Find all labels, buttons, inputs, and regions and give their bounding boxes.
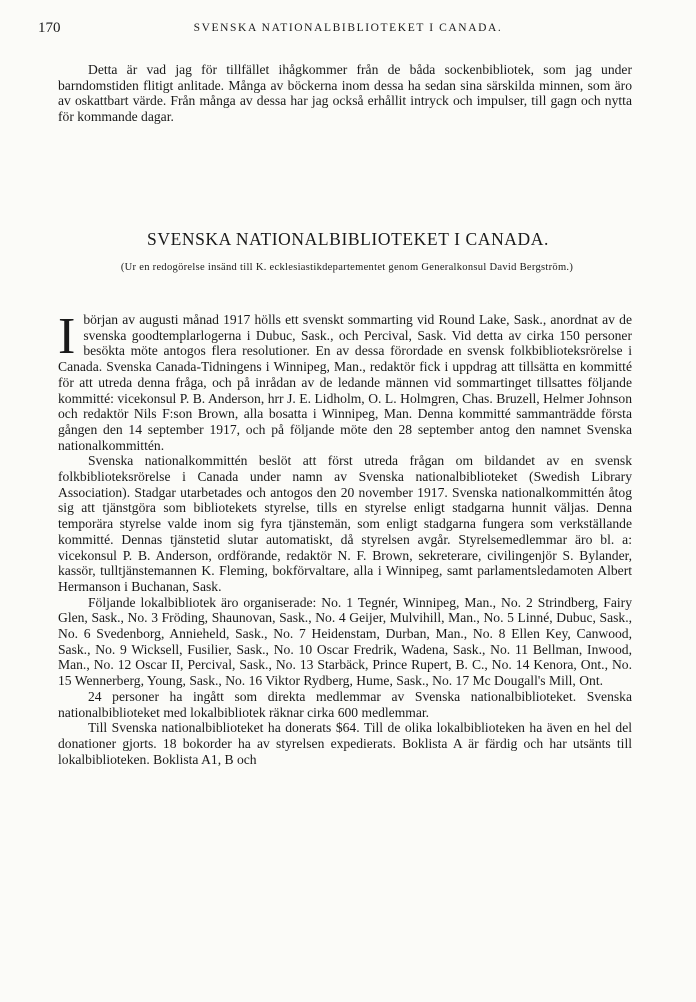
paragraph-medlemmar: 24 personer ha ingått som direkta medlemmar av Svenska nationalbiblioteket. Svenska nationalbiblioteket med lokalbibliotek räknar cirka 600 medlemmar. bbox=[58, 688, 632, 720]
paragraph-sommarting-text: början av augusti månad 1917 hölls ett svenskt sommarting vid Round Lake, Sask., anordnat av de svenska goodtemplarlogerna i Dubuc, Sask., och Percival, Sask. Vid detta av cirka 150 personer besökta möte antogos flera resolutioner. En av dessa förordade en svensk folkbiblioteksrörelse i Canada. Svenska Canada-Tidningens i Winnipeg, Man., redaktör fick i uppdrag att tillsätta en kommitté för att utreda denna fråga, och på inrådan av de ledande männen vid sommartinget tillsattes följande kommitté: vicekonsul P. B. Anderson, hrr J. E. Lidholm, O. L. Holmgren, Chas. Bruzell, Helmer Johnson och redaktör Nils F:son Brown, alla bosatta i Winnipeg, Man. Denna kommitté sammanträdde första gången den 14 september 1917, och på följande möte den 28 september antog den namnet Svenska nationalkommittén. bbox=[58, 312, 632, 453]
article-subtitle: (Ur en redogörelse insänd till K. ecklesiastikdepartementet genom Generalkonsul David Bergström.) bbox=[120, 262, 574, 273]
page-number: 170 bbox=[38, 20, 61, 36]
paragraph-nationalkommitten: Svenska nationalkommittén beslöt att först utreda frågan om bildandet av en svensk folkbiblioteksrörelse i Canada under namn av Svenska nationalbiblioteket (Swedish Library Association). Stadgar utarbetades och antogos den 20 november 1917. Svenska nationalkommittén åtog sig att tjänstgöra som bibliotekets styrelse, tills en styrelse enligt stadgarna hunnit väljas. Denna temporära styrelse valde inom sig fyra tjänstemän, som enligt stadgarna fungera som verkställande kommitté. Dennas tjänstetid slutar automatiskt, då styrelsen avgår. Styrelsemedlemmar äro bl. a: vicekonsul P. B. Anderson, ordförande, redaktör N. F. Brown, sekreterare, civilingenjör S. Bylander, kassör, tulltjänstemannen K. Fleming, bokförvaltare, alla i Winnipeg, samt parlamentsledamoten Albert Hermanson i Buchanan, Sask. bbox=[58, 453, 632, 594]
paragraph-lokalbibliotek: Följande lokalbibliotek äro organiserade: No. 1 Tegnér, Winnipeg, Man., No. 2 Strindberg, Fairy Glen, Sask., No. 3 Fröding, Shaunovan, Sask., No. 4 Geijer, Mulvihill, Man., No. 5 Linné, Dubuc, Sask., No. 6 Svedenborg, Annieheld, Sask., No. 7 Heidenstam, Durban, Man., No. 8 Ellen Key, Canwood, Sask., No. 9 Wicksell, Fusilier, Sask., No. 10 Oscar Fredrik, Wadena, Sask., No. 11 Bellman, Inwood, Man., No. 12 Oscar II, Percival, Sask., No. 13 Starbäck, Prince Rupert, B. C., No. 14 Kenora, Ont., No. 15 Wennerberg, Young, Sask., No. 16 Viktor Rydberg, Hume, Sask., No. 17 Mc Dougall's Mill, Ont. bbox=[58, 594, 632, 689]
running-title: SVENSKA NATIONALBIBLIOTEKET I CANADA. bbox=[193, 22, 503, 34]
intro-paragraph: Detta är vad jag för tillfället ihågkommer från de båda sockenbibliotek, som jag under barndomstiden flitigt anlitade. Många av böckerna inom dessa ha sedan sina särskilda minnen, som äro av oskattbart värde. Från många av dessa har jag också erhållit intryck och impulser, till gagn och nytta för kommande dagar. bbox=[58, 62, 632, 125]
intro-section bbox=[58, 62, 632, 125]
paragraph-donationer: Till Svenska nationalbiblioteket ha donerats $64. Till de olika lokalbiblioteken ha även en hel del donationer gjorts. 18 bokorder ha av styrelsen expedierats. Boklista A är färdig och har utsänts till lokalbiblioteken. Boklista A1, B och bbox=[58, 720, 632, 767]
article-title: SVENSKA NATIONALBIBLIOTEKET I CANADA. bbox=[147, 229, 549, 249]
drop-cap: I bbox=[58, 308, 76, 365]
running-head bbox=[38, 20, 658, 40]
article-body bbox=[58, 308, 632, 767]
paragraph-sommarting bbox=[58, 308, 632, 453]
